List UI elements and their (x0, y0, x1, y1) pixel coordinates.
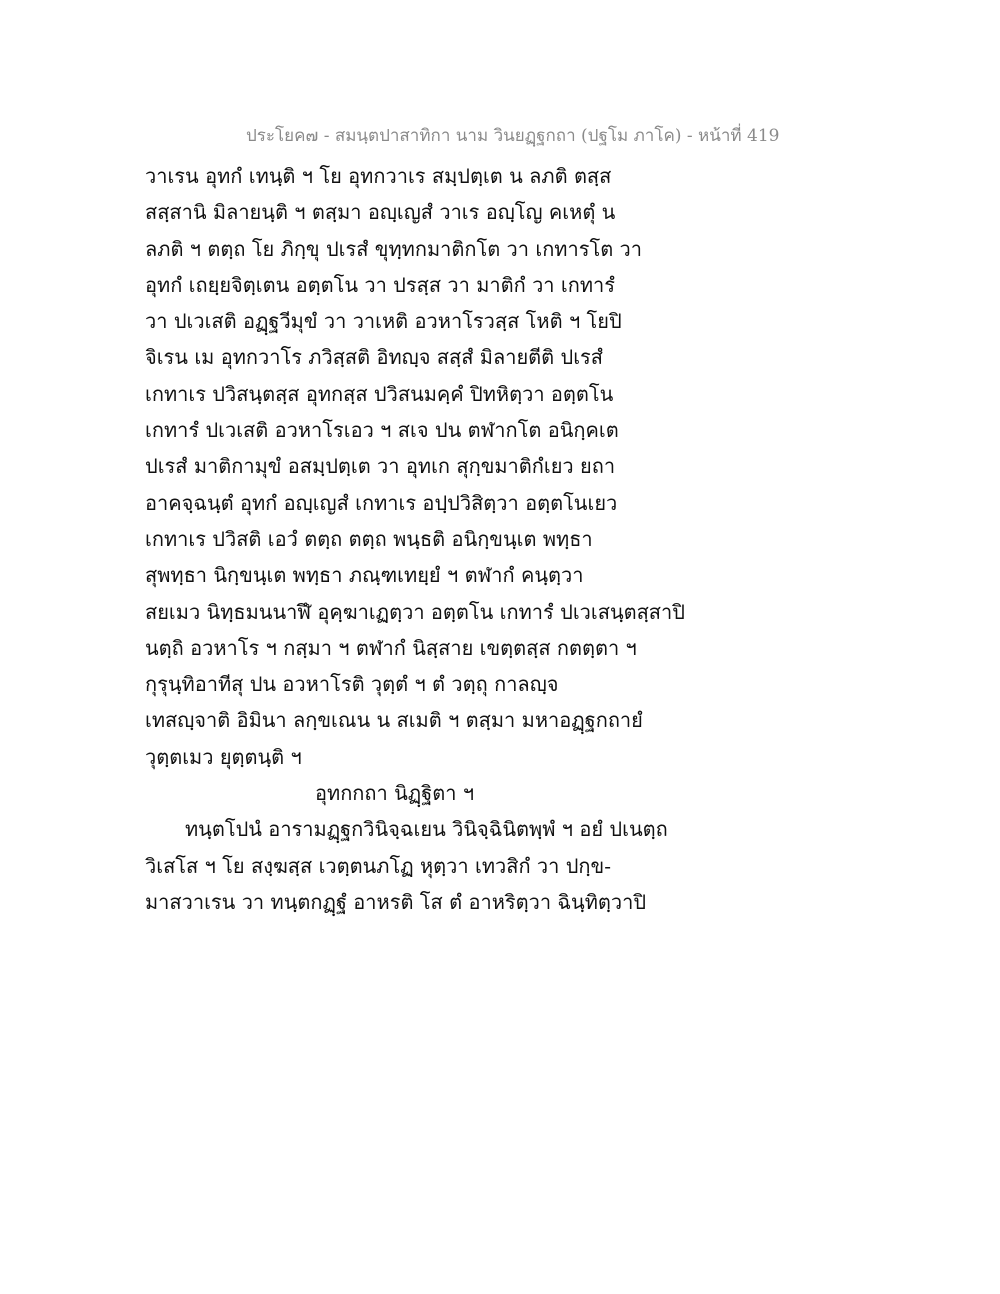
text-line: วาเรน อุทกํ เทนฺติ ฯ โย อุทกวาเร สมฺปตฺเต น ลภติ ตสฺส (145, 164, 612, 188)
text-line: เกทารํ ปเวเสติ อวหาโรเอว ฯ สเจ ปน ตฬากโต อนิกฺคเต (145, 418, 619, 443)
text-line: ปเรสํ มาติกามุขํ อสมฺปตฺเต วา อุทเก สุกฺขมาติกํเยว ยถา (145, 454, 616, 479)
text-line: อุทกํ เถยฺยจิตฺเตน อตฺตโน วา ปรสฺส วา มาติกํ วา เกทารํ (145, 272, 615, 297)
text-line: เทสญฺจาติ อิมินา ลกฺขเณน น สเมติ ฯ ตสฺมา มหาอฏฺฐกถายํ (145, 708, 643, 733)
text-line: อาคจฺฉนฺตํ อุทกํ อญฺเญสํ เกทาเร อปฺปวิสิตฺวา อตฺตโนเยว (145, 490, 618, 515)
text-line: เกทาเร ปวิสติ เอวํ ตตฺถ ตตฺถ พนฺธติ อนิกฺขนฺเต พทฺธา (145, 526, 593, 551)
text-line: วิเสโส ฯ โย สงฺฆสฺส เวตฺตนภโฏ หุตฺวา เทวสิกํ วา ปกฺข- (145, 853, 611, 878)
text-line: วุตฺตเมว ยุตฺตนฺติ ฯ (145, 744, 302, 769)
section-title: อุทกกถา นิฏฺฐิตา ฯ (315, 781, 475, 806)
text-line: สุพทฺธา นิกฺขนฺเต พทฺธา ภณฺฑเทยฺยํ ฯ ตฬากํ คนฺตฺวา (145, 563, 584, 588)
text-line: มาสวาเรน วา ทนฺตกฏฺฐํ อาหรติ โส ตํ อาหริตฺวา ฉินฺทิตฺวาปิ (145, 889, 647, 914)
body-text (145, 158, 705, 920)
text-line: ทนฺตโปนํ อารามฏฺฐกวินิจฺฉเยน วินิจฺฉินิตพฺพํ ฯ อยํ ปเนตฺถ (185, 817, 668, 842)
text-line: วา ปเวเสติ อฏฺฐวีมุขํ วา วาเหติ อวหาโรวสฺส โหติ ฯ โยปิ (145, 309, 622, 334)
text-line: สสฺสานิ มิลายนฺติ ฯ ตสฺมา อญฺเญสํ วาเร อญฺโญ คเหตุํ น (145, 200, 616, 225)
text-line: ลภติ ฯ ตตฺถ โย ภิกฺขุ ปเรสํ ขุทฺทกมาติกโต วา เกทารโต วา (145, 236, 643, 261)
text-line: เกทาเร ปวิสนฺตสฺส อุทกสฺส ปวิสนมคฺคํ ปิทหิตฺวา อตฺตโน (145, 381, 614, 406)
text-line: นตฺถิ อวหาโร ฯ กสฺมา ฯ ตฬากํ นิสฺสาย เขตฺตสฺส กตตฺตา ฯ (145, 635, 637, 660)
text-line: สยเมว นิทฺธมนนาฬึ อุคฺฆาเฏตฺวา อตฺตโน เกทารํ ปเวเสนฺตสฺสาปิ (145, 599, 685, 624)
text-line: จิเรน เม อุทกวาโร ภวิสฺสติ อิทญฺจ สสฺสํ มิลายตีติ ปเรสํ (145, 345, 603, 370)
page-header: ประโยค๗ - สมนฺตปาสาทิกา นาม วินยฏฺฐกถา (ปฐโม ภาโค) - หน้าที่ 419 (246, 126, 780, 146)
text-line: กุรุนฺทิอาทีสุ ปน อวหาโรติ วุตฺตํ ฯ ตํ วตฺถุ กาลญฺจ (145, 672, 559, 697)
